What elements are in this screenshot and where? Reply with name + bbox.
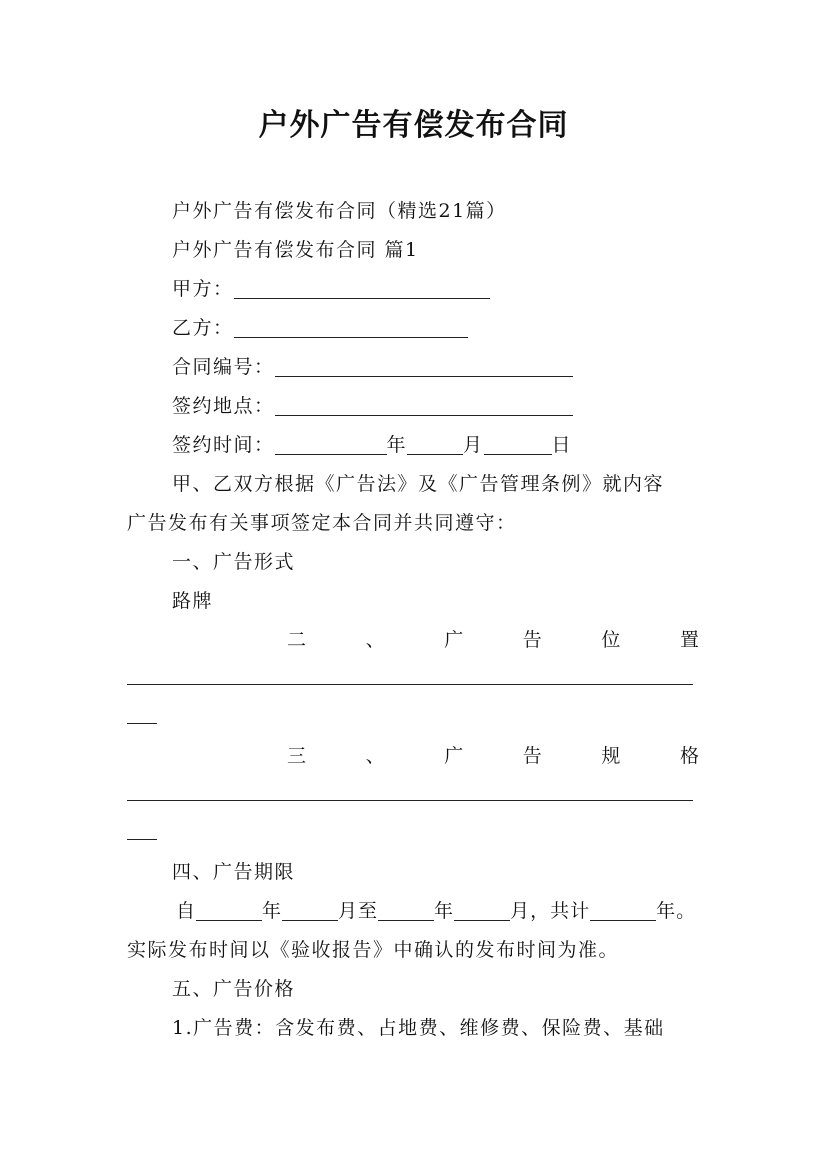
sign-year-blank[interactable] — [275, 432, 387, 455]
item4-heading: 四、广告期限 — [172, 861, 296, 883]
section-heading: 户外广告有偿发布合同 篇1 — [172, 239, 419, 261]
item2-char: 置 — [679, 629, 699, 651]
item3-char: 规 — [601, 745, 621, 767]
sign-month-label: 月 — [463, 434, 484, 456]
period-year-label: 年 — [434, 900, 455, 922]
sign-place-row — [172, 391, 573, 421]
item3-char: 告 — [522, 745, 542, 767]
party-b-label: 乙方： — [172, 317, 234, 339]
sign-time-row — [172, 430, 572, 460]
item3-char: 格 — [679, 745, 699, 767]
sign-day-blank[interactable] — [484, 432, 552, 455]
item2-blank-line-2[interactable] — [127, 723, 157, 724]
party-a-row — [172, 274, 490, 304]
contract-no-label: 合同编号： — [172, 356, 275, 378]
fee-line: 1.广告费：含发布费、占地费、维修费、保险费、基础 — [172, 1017, 665, 1039]
item2-heading — [287, 625, 699, 655]
sign-place-blank[interactable] — [275, 393, 573, 416]
contract-no-row — [172, 352, 573, 382]
party-a-label: 甲方： — [172, 278, 234, 300]
period-line-2: 实际发布时间以《验收报告》中确认的发布时间为准。 — [127, 939, 620, 961]
contract-no-blank[interactable] — [275, 354, 573, 377]
subtitle: 户外广告有偿发布合同（精选21篇） — [172, 200, 507, 222]
sign-month-blank[interactable] — [407, 432, 463, 455]
period-total-blank[interactable] — [590, 898, 656, 921]
item2-char: 、 — [365, 629, 385, 651]
period-month-to-label: 月至 — [338, 900, 379, 922]
item2-char: 二 — [287, 629, 307, 651]
party-b-blank[interactable] — [234, 315, 468, 338]
document-title: 户外广告有偿发布合同 — [258, 108, 569, 143]
item3-char: 广 — [444, 745, 464, 767]
period-row — [176, 896, 696, 926]
period-end-year-blank[interactable] — [378, 898, 434, 921]
item3-heading — [287, 741, 699, 771]
item2-char: 广 — [444, 629, 464, 651]
sign-day-label: 日 — [551, 434, 573, 456]
intro-line-1: 甲、乙双方根据《广告法》及《广告管理条例》就内容 — [172, 473, 665, 495]
period-from-label: 自 — [176, 900, 197, 922]
sign-place-label: 签约地点： — [172, 395, 275, 417]
party-a-blank[interactable] — [234, 276, 490, 299]
period-end-label: 年。 — [656, 900, 697, 922]
item3-char: 三 — [287, 745, 307, 767]
item1-heading: 一、广告形式 — [172, 551, 296, 573]
item1-value: 路牌 — [172, 590, 214, 612]
item2-char: 告 — [522, 629, 542, 651]
sign-year-label: 年 — [386, 434, 408, 456]
sign-time-label: 签约时间： — [172, 434, 275, 456]
item3-blank-line-2[interactable] — [127, 839, 157, 840]
intro-line-2: 广告发布有关事项签定本合同并共同遵守： — [127, 512, 517, 534]
item3-char: 、 — [365, 745, 385, 767]
item2-char: 位 — [601, 629, 621, 651]
period-end-month-blank[interactable] — [454, 898, 510, 921]
party-b-row — [172, 313, 468, 343]
period-start-year-blank[interactable] — [196, 898, 262, 921]
period-year-label: 年 — [262, 900, 283, 922]
item2-blank-line-1[interactable] — [127, 684, 693, 685]
period-month-total-label: 月，共计 — [510, 900, 591, 922]
item3-blank-line-1[interactable] — [127, 800, 693, 801]
period-start-month-blank[interactable] — [282, 898, 338, 921]
item5-heading: 五、广告价格 — [172, 978, 296, 1000]
